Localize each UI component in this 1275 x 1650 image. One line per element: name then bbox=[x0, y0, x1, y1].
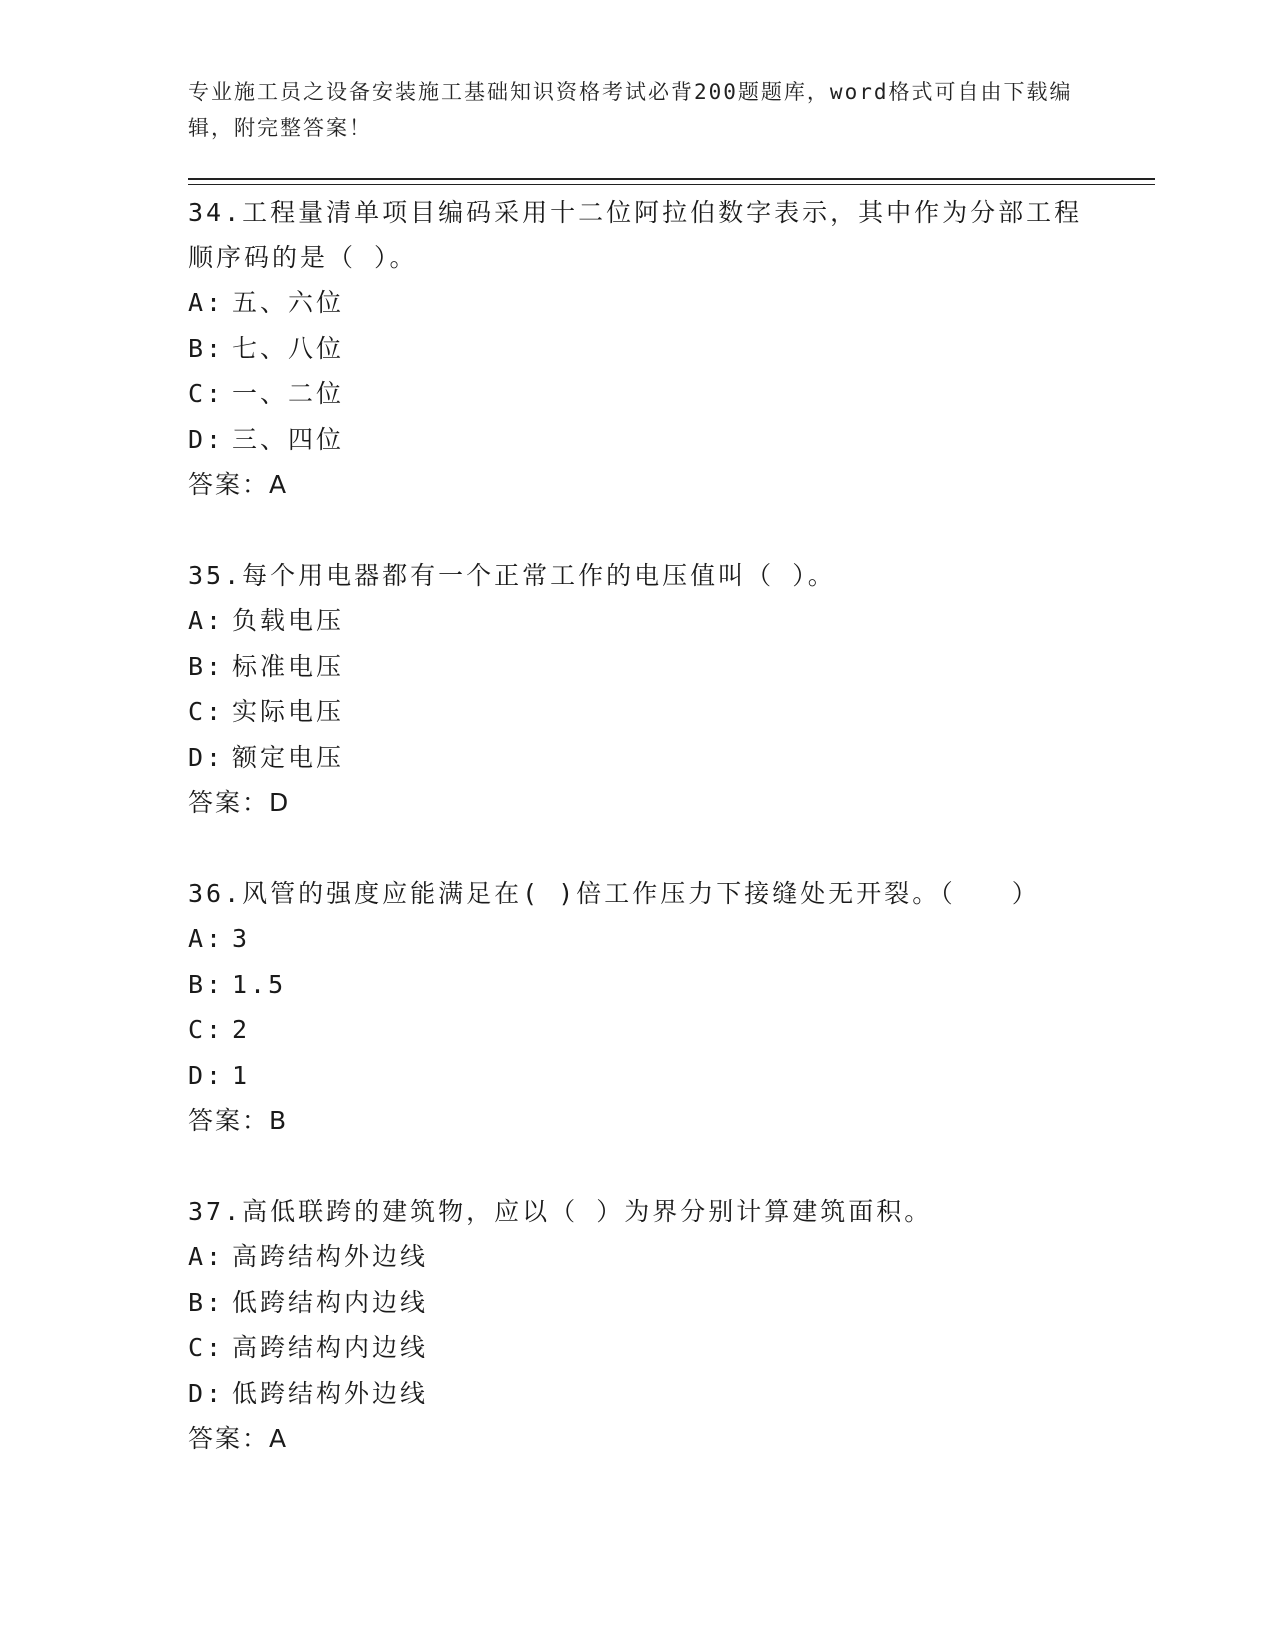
document-header bbox=[188, 74, 1088, 146]
option-text: 高跨结构外边线 bbox=[232, 1242, 429, 1271]
question-stem: 36.风管的强度应能满足在( )倍工作压力下接缝处无开裂。（ ） bbox=[188, 879, 1040, 908]
question-spacer bbox=[188, 825, 1088, 871]
option-label: D: bbox=[188, 424, 225, 454]
option-label: A: bbox=[188, 606, 225, 635]
answer-line: 答案：B bbox=[188, 1106, 289, 1135]
option-b bbox=[188, 1280, 1088, 1326]
option-label: B: bbox=[188, 969, 225, 999]
option-text: 1 bbox=[232, 1060, 251, 1090]
option-label: A: bbox=[188, 924, 225, 953]
option-c bbox=[188, 689, 1088, 735]
answer-line: 答案：D bbox=[188, 788, 291, 817]
option-c bbox=[188, 371, 1088, 417]
option-text: 1.5 bbox=[232, 969, 287, 999]
question-34 bbox=[188, 190, 1088, 507]
option-a bbox=[188, 916, 1088, 962]
question-list bbox=[188, 190, 1088, 1461]
header-divider bbox=[188, 178, 1155, 185]
option-b bbox=[188, 644, 1088, 690]
option-text: 低跨结构内边线 bbox=[232, 1287, 429, 1317]
option-label: B: bbox=[188, 651, 225, 681]
option-text: 低跨结构外边线 bbox=[232, 1378, 429, 1408]
option-a bbox=[188, 280, 1088, 326]
answer-line: 答案：A bbox=[188, 1424, 289, 1453]
option-text: 三、四位 bbox=[232, 424, 345, 454]
option-a bbox=[188, 598, 1088, 644]
question-spacer bbox=[188, 1143, 1088, 1189]
option-c bbox=[188, 1325, 1088, 1371]
option-label: C: bbox=[188, 1015, 225, 1044]
option-text: 实际电压 bbox=[232, 697, 345, 726]
option-text: 负载电压 bbox=[232, 606, 345, 635]
option-d bbox=[188, 735, 1088, 781]
option-label: C: bbox=[188, 1333, 225, 1362]
option-label: C: bbox=[188, 379, 225, 408]
option-text: 高跨结构内边线 bbox=[232, 1333, 429, 1362]
option-label: B: bbox=[188, 1287, 225, 1317]
question-stem: 34.工程量清单项目编码采用十二位阿拉伯数字表示，其中作为分部工程顺序码的是（ ）。 bbox=[188, 198, 1083, 272]
option-label: D: bbox=[188, 742, 225, 772]
option-text: 五、六位 bbox=[232, 288, 345, 317]
option-text: 2 bbox=[232, 1015, 251, 1044]
option-text: 3 bbox=[232, 924, 251, 953]
option-c bbox=[188, 1007, 1088, 1053]
option-label: D: bbox=[188, 1378, 225, 1408]
question-stem: 35.每个用电器都有一个正常工作的电压值叫（ ）。 bbox=[188, 561, 836, 590]
answer-line: 答案：A bbox=[188, 470, 289, 499]
option-label: A: bbox=[188, 288, 225, 317]
option-d bbox=[188, 1053, 1088, 1099]
option-label: B: bbox=[188, 333, 225, 363]
option-text: 七、八位 bbox=[232, 333, 345, 363]
question-36 bbox=[188, 871, 1088, 1143]
option-b bbox=[188, 326, 1088, 372]
option-text: 一、二位 bbox=[232, 379, 345, 408]
question-stem: 37.高低联跨的建筑物，应以（ ）为界分别计算建筑面积。 bbox=[188, 1197, 933, 1226]
question-spacer bbox=[188, 507, 1088, 553]
option-label: D: bbox=[188, 1060, 225, 1090]
option-text: 额定电压 bbox=[232, 742, 345, 772]
option-b bbox=[188, 962, 1088, 1008]
option-text: 标准电压 bbox=[232, 651, 345, 681]
option-label: C: bbox=[188, 697, 225, 726]
option-d bbox=[188, 417, 1088, 463]
question-37 bbox=[188, 1189, 1088, 1461]
option-d bbox=[188, 1371, 1088, 1417]
option-a bbox=[188, 1234, 1088, 1280]
option-label: A: bbox=[188, 1242, 225, 1271]
document-title: 专业施工员之设备安装施工基础知识资格考试必背200题题库，word格式可自由下载编辑，附完整答案！ bbox=[188, 80, 1073, 140]
question-35 bbox=[188, 553, 1088, 825]
